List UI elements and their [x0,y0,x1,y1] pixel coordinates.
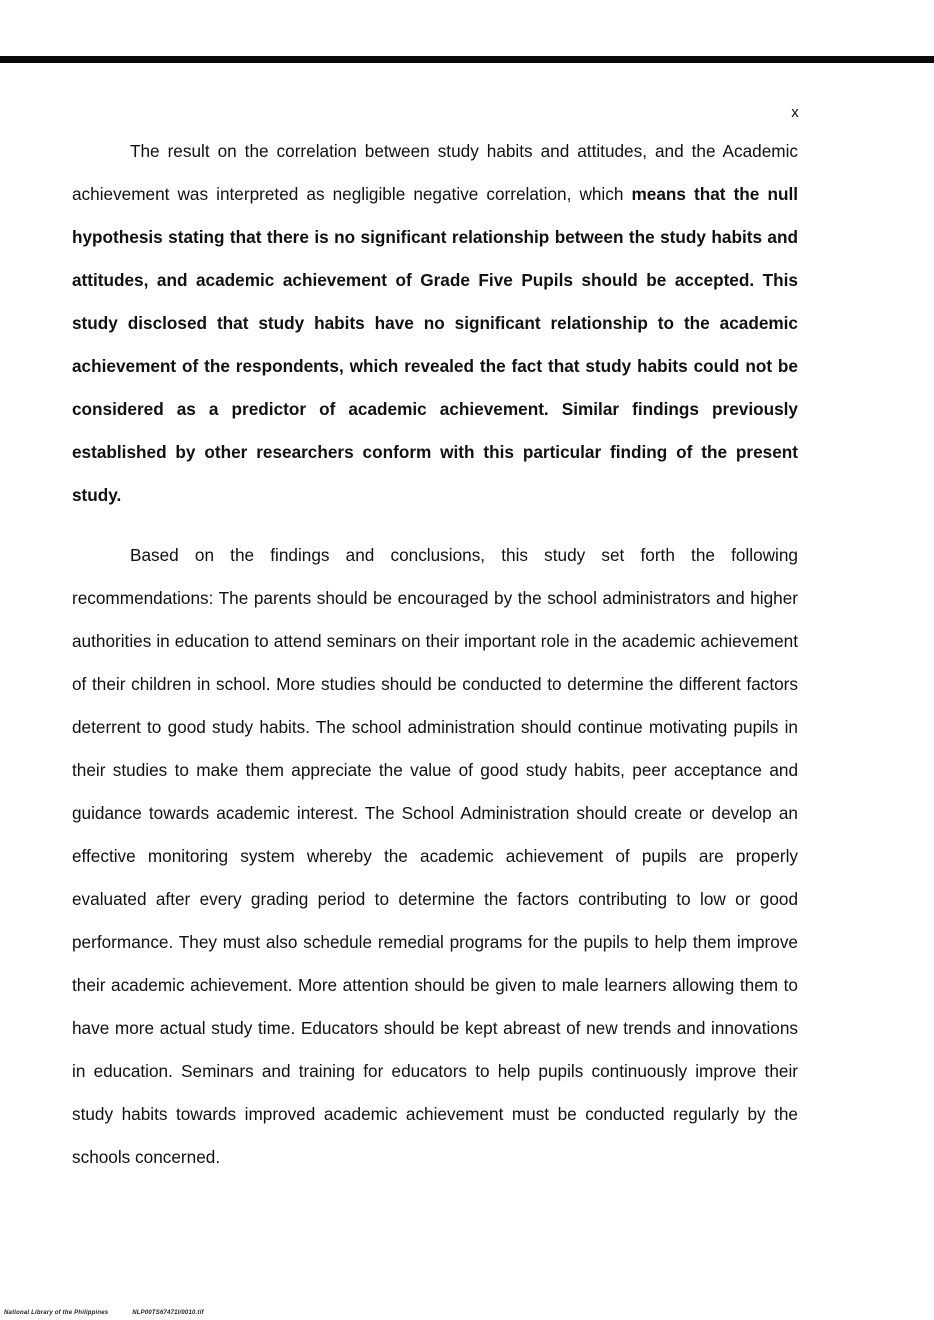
page-number: x [791,104,799,121]
paragraph-normal-text: The result on the correlation between study habits and attitudes, and the Academic achievement was interpreted as negligible negative correlation, which [72,141,798,204]
footer [4,1310,226,1316]
paragraph-correlation-result [72,130,798,517]
top-rule [0,56,934,63]
footer-library-name: National Library of the Philippines [4,1310,109,1316]
footer-file-id: NLP00TS67471I/0010.tif [132,1310,204,1316]
paragraph-recommendations: Based on the findings and conclusions, this study set forth the following recommendations: The parents should be encouraged by the school administrators and higher authorities in education to attend seminars on their important role in the academic achievement of their children in school. More studies should be conducted to determine the different factors deterrent to good study habits. The school administration should continue motivating pupils in their studies to make them appreciate the value of good study habits, peer acceptance and guidance towards academic interest. The School Administration should create or develop an effective monitoring system whereby the academic achievement of pupils are properly evaluated after every grading period to determine the factors contributing to low or good performance. They must also schedule remedial programs for the pupils to help them improve their academic achievement. More attention should be given to male learners allowing them to have more actual study time. Educators should be kept abreast of new trends and innovations in education. Seminars and training for educators to help pupils continuously improve their study habits towards improved academic achievement must be conducted regularly by the schools concerned. [72,545,798,1167]
paragraph-bold-text: means that the null hypothesis stating that there is no significant relationship between the study habits and attitudes, and academic achievement of Grade Five Pupils should be accepted. This study disclosed that study habits have no significant relationship to the academic achievement of the respondents, which revealed the fact that study habits could not be considered as a predictor of academic achievement. Similar findings previously established by other researchers conform with this particular finding of the present study. [72,184,798,505]
